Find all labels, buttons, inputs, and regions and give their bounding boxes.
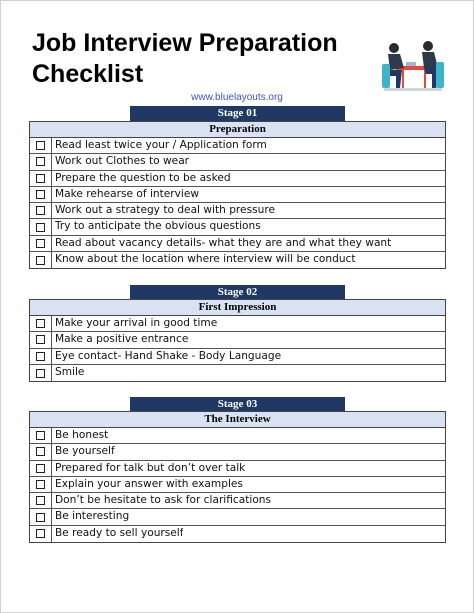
- section-the-interview: [29, 411, 446, 543]
- checklist-item-text: Work out a strategy to deal with pressure: [55, 204, 275, 217]
- checkbox-icon[interactable]: [36, 319, 45, 328]
- checkbox-cell: [30, 219, 52, 234]
- checklist-row: [30, 316, 445, 332]
- business-meeting-illustration-icon: [380, 36, 446, 96]
- checklist-row: [30, 526, 445, 542]
- checkbox-cell: [30, 316, 52, 331]
- checkbox-icon[interactable]: [36, 513, 45, 522]
- checklist-row: [30, 444, 445, 460]
- checkbox-cell: [30, 203, 52, 218]
- stage-label-03: Stage 03: [130, 397, 345, 412]
- checklist-item-text: Make rehearse of interview: [55, 187, 200, 200]
- checkbox-cell: [30, 332, 52, 347]
- checklist-row: [30, 187, 445, 203]
- stage-label-02: Stage 02: [130, 285, 345, 300]
- checkbox-cell: [30, 444, 52, 459]
- checkbox-icon[interactable]: [36, 223, 45, 232]
- checklist-item-text: Be yourself: [55, 445, 115, 458]
- checkbox-icon[interactable]: [36, 447, 45, 456]
- checklist-item-text: Don’t be hesitate to ask for clarifications: [55, 494, 272, 507]
- checkbox-cell: [30, 252, 52, 268]
- checkbox-icon[interactable]: [36, 141, 45, 150]
- checklist-item-text: Prepare the question to be asked: [55, 171, 231, 184]
- checkbox-cell: [30, 349, 52, 364]
- checklist-item-text: Make a positive entrance: [55, 333, 189, 346]
- checkbox-cell: [30, 428, 52, 443]
- title-line-2: Checklist: [32, 60, 144, 88]
- checklist-item-text: Make your arrival in good time: [55, 317, 218, 329]
- checklist-row: [30, 203, 445, 219]
- checkbox-icon[interactable]: [36, 256, 45, 265]
- checklist-item-text: Smile: [55, 365, 85, 378]
- checklist-row: [30, 493, 445, 509]
- stage-label-01: Stage 01: [130, 106, 345, 121]
- checkbox-cell: [30, 493, 52, 508]
- checkbox-cell: [30, 509, 52, 524]
- checklist-item-text: Be ready to sell yourself: [55, 526, 184, 539]
- section-first-impression: [29, 299, 446, 382]
- checkbox-cell: [30, 138, 52, 153]
- checklist-item-text: Prepared for talk but don’t over talk: [55, 461, 246, 474]
- checklist-item-text: Try to anticipate the obvious questions: [55, 220, 261, 233]
- checklist-row: [30, 428, 445, 444]
- checkbox-icon[interactable]: [36, 480, 45, 489]
- checklist-item-text: Read about vacancy details- what they are and what they want: [55, 236, 392, 249]
- checkbox-cell: [30, 236, 52, 251]
- checklist-item-text: Know about the location where interview will be conduct: [55, 253, 356, 266]
- checkbox-icon[interactable]: [36, 464, 45, 473]
- checklist-row: [30, 138, 445, 154]
- checklist-row: [30, 236, 445, 252]
- checkbox-icon[interactable]: [36, 529, 45, 538]
- checklist-row: [30, 219, 445, 235]
- checkbox-icon[interactable]: [36, 206, 45, 215]
- checkbox-cell: [30, 365, 52, 381]
- section-heading: Preparation: [30, 122, 445, 138]
- checklist-row: [30, 154, 445, 170]
- checklist-row: [30, 349, 445, 365]
- checkbox-cell: [30, 526, 52, 542]
- checkbox-icon[interactable]: [36, 335, 45, 344]
- checkbox-icon[interactable]: [36, 157, 45, 166]
- section-heading: The Interview: [30, 412, 445, 428]
- checklist-item-text: Work out Clothes to wear: [55, 155, 190, 168]
- checklist-row: [30, 461, 445, 477]
- checkbox-cell: [30, 187, 52, 202]
- checkbox-icon[interactable]: [36, 369, 45, 378]
- checklist-row: [30, 477, 445, 493]
- page-title: [32, 28, 338, 90]
- checklist-row: [30, 171, 445, 187]
- checklist-row: [30, 332, 445, 348]
- section-preparation: [29, 121, 446, 269]
- checkbox-icon[interactable]: [36, 239, 45, 248]
- checklist-row: [30, 509, 445, 525]
- checkbox-cell: [30, 461, 52, 476]
- checkbox-icon[interactable]: [36, 431, 45, 440]
- checklist-item-text: Be honest: [55, 429, 109, 441]
- checklist-item-text: Be interesting: [55, 510, 130, 523]
- checkbox-icon[interactable]: [36, 190, 45, 199]
- checklist-item-text: Explain your answer with examples: [55, 477, 243, 490]
- checklist-item-text: Eye contact- Hand Shake - Body Language: [55, 349, 282, 362]
- checkbox-cell: [30, 477, 52, 492]
- website-url: www.bluelayouts.org: [191, 92, 283, 103]
- checkbox-cell: [30, 154, 52, 169]
- title-line-1: Job Interview Preparation: [32, 29, 338, 57]
- checkbox-cell: [30, 171, 52, 186]
- checklist-row: [30, 365, 445, 381]
- checkbox-icon[interactable]: [36, 352, 45, 361]
- checklist-row: [30, 252, 445, 268]
- checkbox-icon[interactable]: [36, 496, 45, 505]
- section-heading: First Impression: [30, 300, 445, 316]
- checklist-item-text: Read least twice your / Application form: [55, 139, 267, 151]
- checkbox-icon[interactable]: [36, 174, 45, 183]
